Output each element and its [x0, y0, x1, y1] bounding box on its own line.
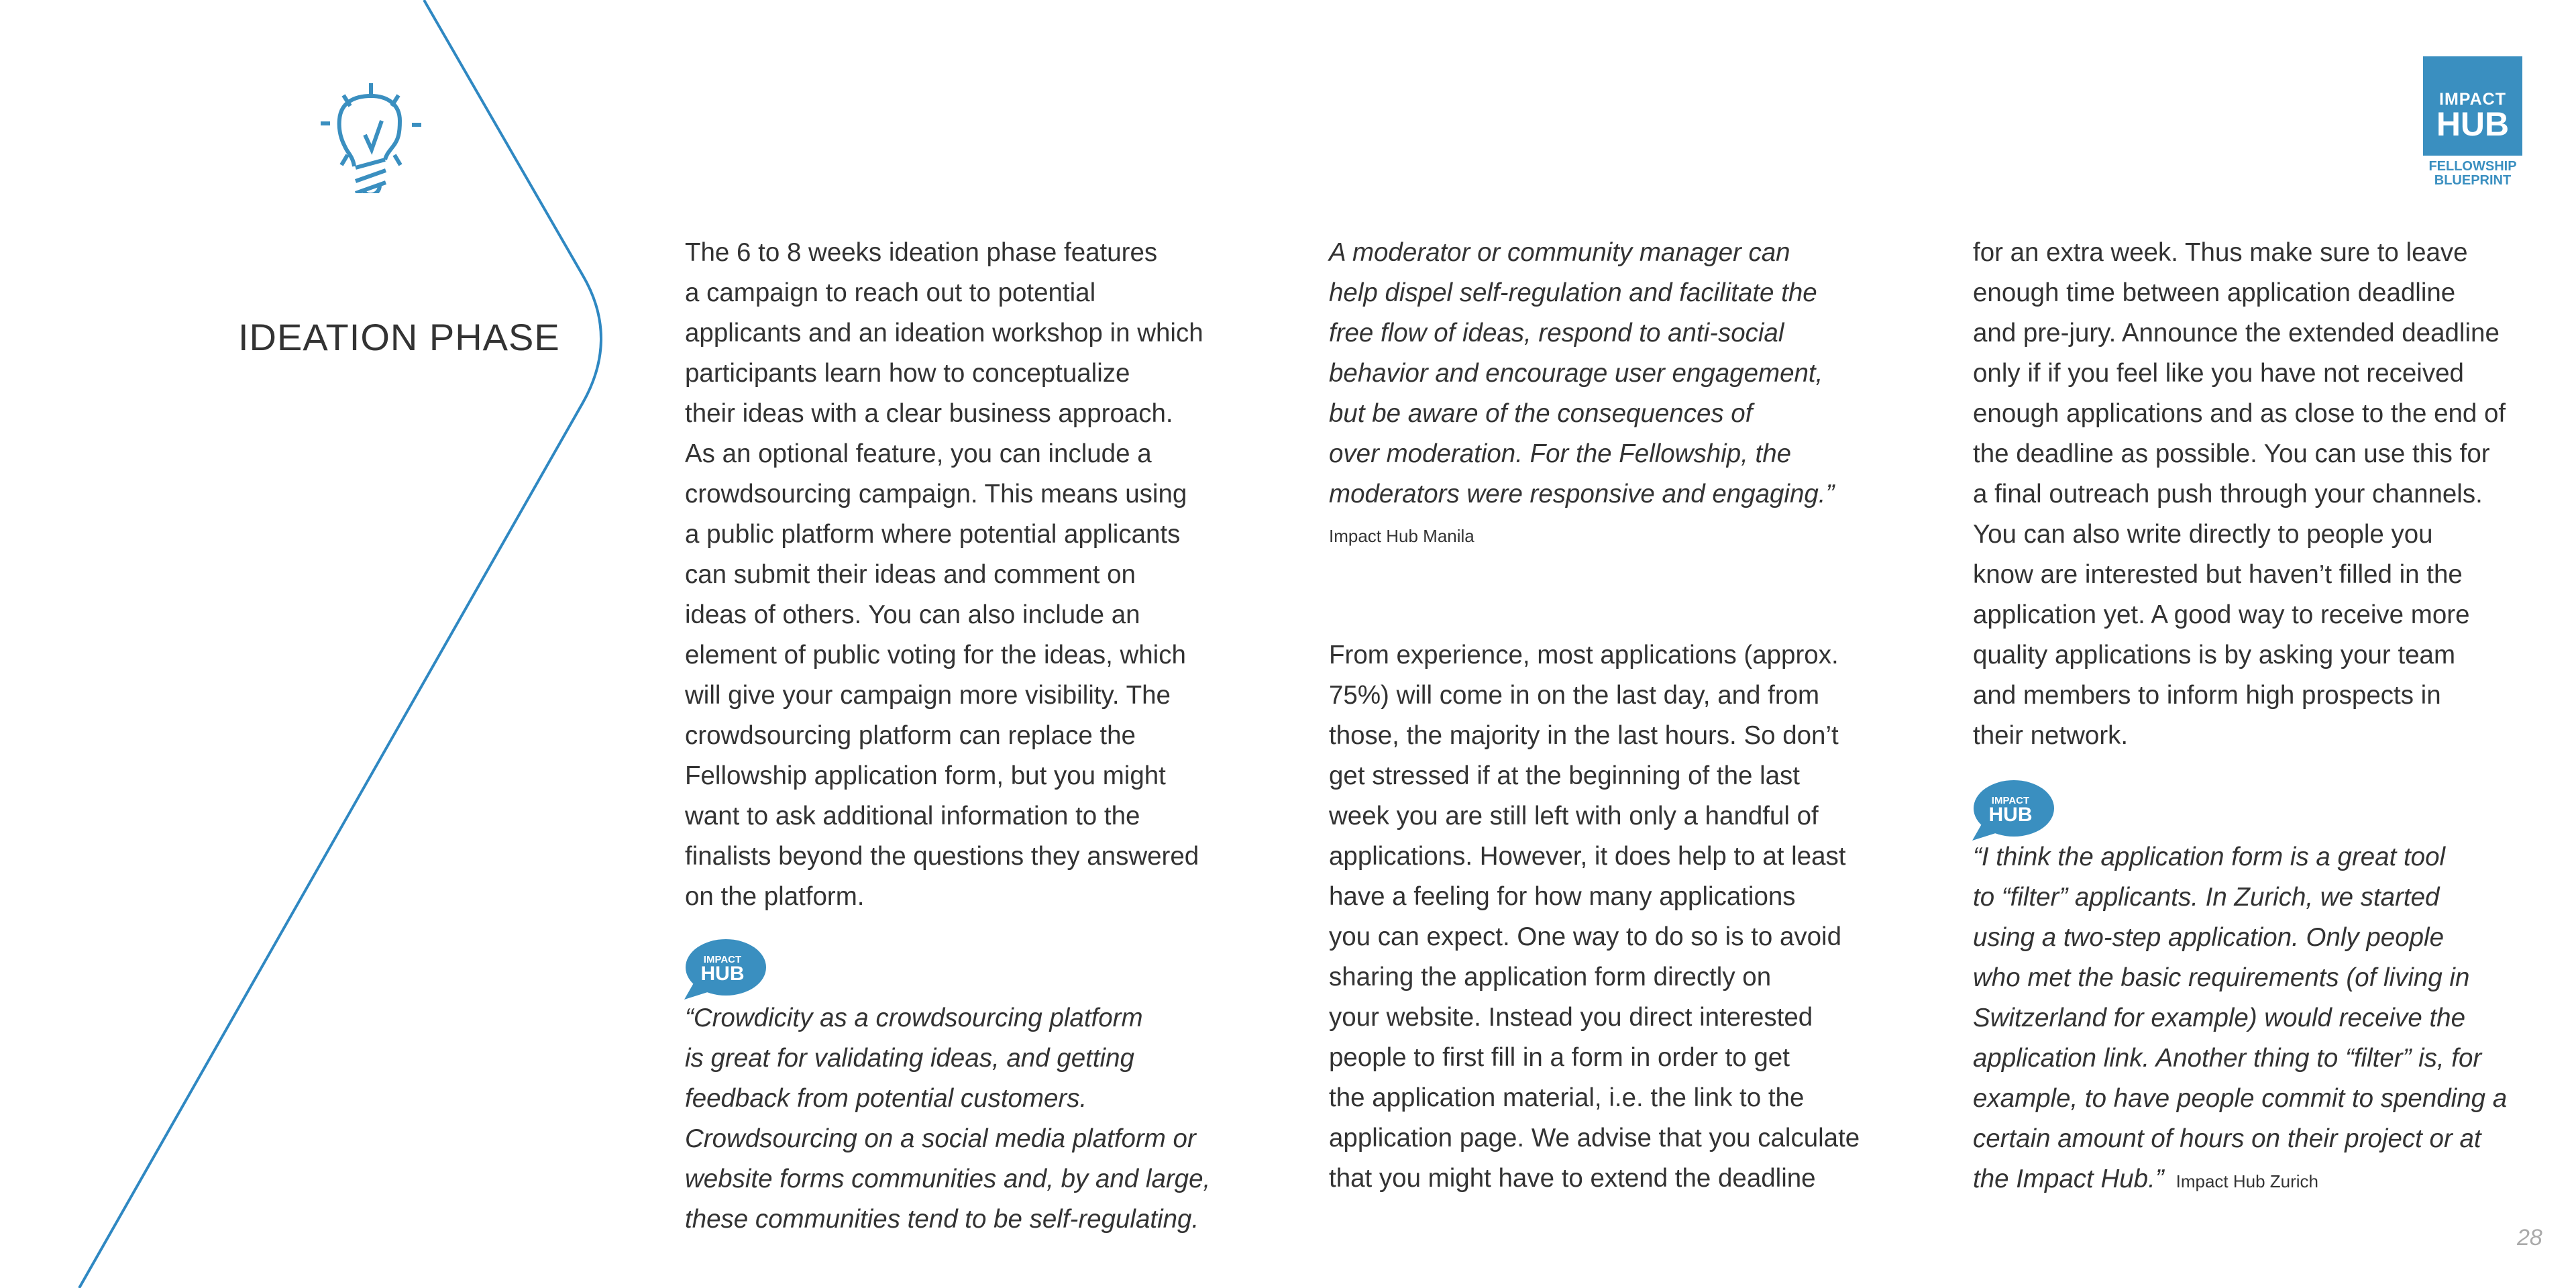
text-line: A moderator or community manager can	[1329, 238, 1790, 267]
text-line: As an optional feature, you can include a	[685, 439, 1152, 468]
text-line: 75%) will come in on the last day, and from	[1329, 681, 1820, 710]
text-line: finalists beyond the questions they answered	[685, 842, 1199, 871]
text-line: their ideas with a clear business approach.	[685, 399, 1173, 428]
text-line: only if if you feel like you have not received	[1973, 359, 2464, 388]
logo-line1: IMPACT	[2439, 90, 2506, 109]
section-title: IDEATION PHASE	[238, 316, 560, 358]
bubble-line2: HUB	[700, 963, 745, 985]
text-line: Switzerland for example) would receive the	[1973, 1004, 2465, 1032]
bubble-line1: IMPACT	[1991, 795, 2030, 806]
text-line: crowdsourcing campaign. This means using	[685, 480, 1187, 508]
column2-paragraph	[1329, 635, 1919, 1199]
text-line: application page. We advise that you calculate	[1329, 1124, 1860, 1152]
text-line: for an extra week. Thus make sure to leave	[1973, 238, 2468, 267]
text-line: the application material, i.e. the link to the	[1329, 1083, 1805, 1112]
logo-line2: HUB	[2436, 105, 2510, 143]
text-line: certain amount of hours on their project or at	[1973, 1124, 2481, 1153]
text-line: get stressed if at the beginning of the last	[1329, 761, 1801, 790]
text-line: sharing the application form directly on	[1329, 963, 1772, 991]
column2-quote	[1329, 233, 1919, 515]
page-number: 28	[2517, 1225, 2542, 1250]
text-line: know are interested but haven’t filled in the	[1973, 560, 2463, 589]
text-line: a campaign to reach out to potential	[685, 278, 1096, 307]
text-line: using a two-step application. Only people	[1973, 923, 2444, 952]
text-line: will give your campaign more visibility. The	[685, 681, 1171, 710]
text-line: free flow of ideas, respond to anti-social	[1329, 319, 1784, 347]
text-line: those, the majority in the last hours. So don’t	[1329, 721, 1839, 750]
text-line: behavior and encourage user engagement,	[1329, 359, 1823, 388]
text-line: Fellowship application form, but you might	[685, 761, 1166, 790]
text-line: their network.	[1973, 721, 2129, 750]
column1-paragraph	[685, 233, 1275, 917]
column3-quote	[1973, 837, 2563, 1199]
quote-attribution-zurich: Impact Hub Zurich	[2176, 1171, 2319, 1191]
text-line: You can also write directly to people you	[1973, 520, 2433, 549]
text-line: “Crowdicity as a crowdsourcing platform	[685, 1004, 1143, 1032]
text-line: but be aware of the consequences of	[1329, 399, 1753, 428]
text-line: your website. Instead you direct interested	[1329, 1003, 1813, 1032]
quote-attribution-manila: Impact Hub Manila	[1329, 526, 1474, 546]
impact-hub-logo	[2423, 56, 2522, 156]
text-line: can submit their ideas and comment on	[685, 560, 1136, 589]
logo-subtitle	[2423, 160, 2522, 188]
text-line: you can expect. One way to do so is to avoid	[1329, 922, 1842, 951]
text-line: “I think the application form is a great tool	[1973, 843, 2446, 871]
text-line: and members to inform high prospects in	[1973, 681, 2441, 710]
text-line: From experience, most applications (approx.	[1329, 641, 1839, 669]
text-line	[1973, 1159, 2563, 1199]
text-line: application yet. A good way to receive more	[1973, 600, 2470, 629]
text-line: application link. Another thing to “filter” is, for	[1973, 1044, 2482, 1073]
text-line: enough applications and as close to the end of	[1973, 399, 2506, 428]
text-line: want to ask additional information to the	[685, 802, 1140, 830]
text-line: enough time between application deadline	[1973, 278, 2456, 307]
text-line: these communities tend to be self-regulating.	[685, 1205, 1199, 1234]
text-line: crowdsourcing platform can replace the	[685, 721, 1136, 750]
column3-paragraph	[1973, 233, 2563, 756]
text-line: the deadline as possible. You can use this for	[1973, 439, 2490, 468]
text-line: participants learn how to conceptualize	[685, 359, 1130, 388]
bubble-line2: HUB	[1988, 804, 2033, 826]
text-line: element of public voting for the ideas, which	[685, 641, 1186, 669]
text-line: week you are still left with only a handful of	[1329, 802, 1819, 830]
text-line: example, to have people commit to spending a	[1973, 1084, 2508, 1113]
text-line: over moderation. For the Fellowship, the	[1329, 439, 1792, 468]
text-line: a final outreach push through your channels.	[1973, 480, 2483, 508]
text-line: website forms communities and, by and large,	[685, 1165, 1211, 1193]
logo-sub1: FELLOWSHIP	[2428, 159, 2517, 174]
text-line: The 6 to 8 weeks ideation phase features	[685, 238, 1158, 267]
column1-quote	[685, 998, 1275, 1240]
text-line: Crowdsourcing on a social media platform or	[685, 1124, 1196, 1153]
text-line: applicants and an ideation workshop in which	[685, 319, 1203, 347]
text-line: moderators were responsive and engaging.”	[1329, 480, 1835, 508]
text-line: who met the basic requirements (of living in	[1973, 963, 2470, 992]
lightbulb-check-icon	[321, 79, 421, 193]
text-line: people to first fill in a form in order to get	[1329, 1043, 1790, 1072]
text-line: that you might have to extend the deadline	[1329, 1164, 1816, 1193]
text-line: is great for validating ideas, and getting	[685, 1044, 1134, 1073]
text-line: help dispel self-regulation and facilitate the	[1329, 278, 1817, 307]
text-line: ideas of others. You can also include an	[685, 600, 1140, 629]
text-line-end: the Impact Hub.”	[1973, 1165, 2164, 1193]
text-line: quality applications is by asking your team	[1973, 641, 2456, 669]
text-line: applications. However, it does help to at least	[1329, 842, 1846, 871]
text-line: have a feeling for how many applications	[1329, 882, 1796, 911]
text-line: on the platform.	[685, 882, 865, 911]
text-line: to “filter” applicants. In Zurich, we started	[1973, 883, 2440, 912]
bubble-line1: IMPACT	[703, 954, 742, 965]
impact-hub-bubble-icon	[1971, 780, 2054, 841]
logo-sub2: BLUEPRINT	[2434, 173, 2512, 188]
text-line: feedback from potential customers.	[685, 1084, 1087, 1113]
text-line: and pre-jury. Announce the extended deadline	[1973, 319, 2500, 347]
impact-hub-bubble-icon	[683, 939, 766, 1000]
text-line: a public platform where potential applicants	[685, 520, 1181, 549]
